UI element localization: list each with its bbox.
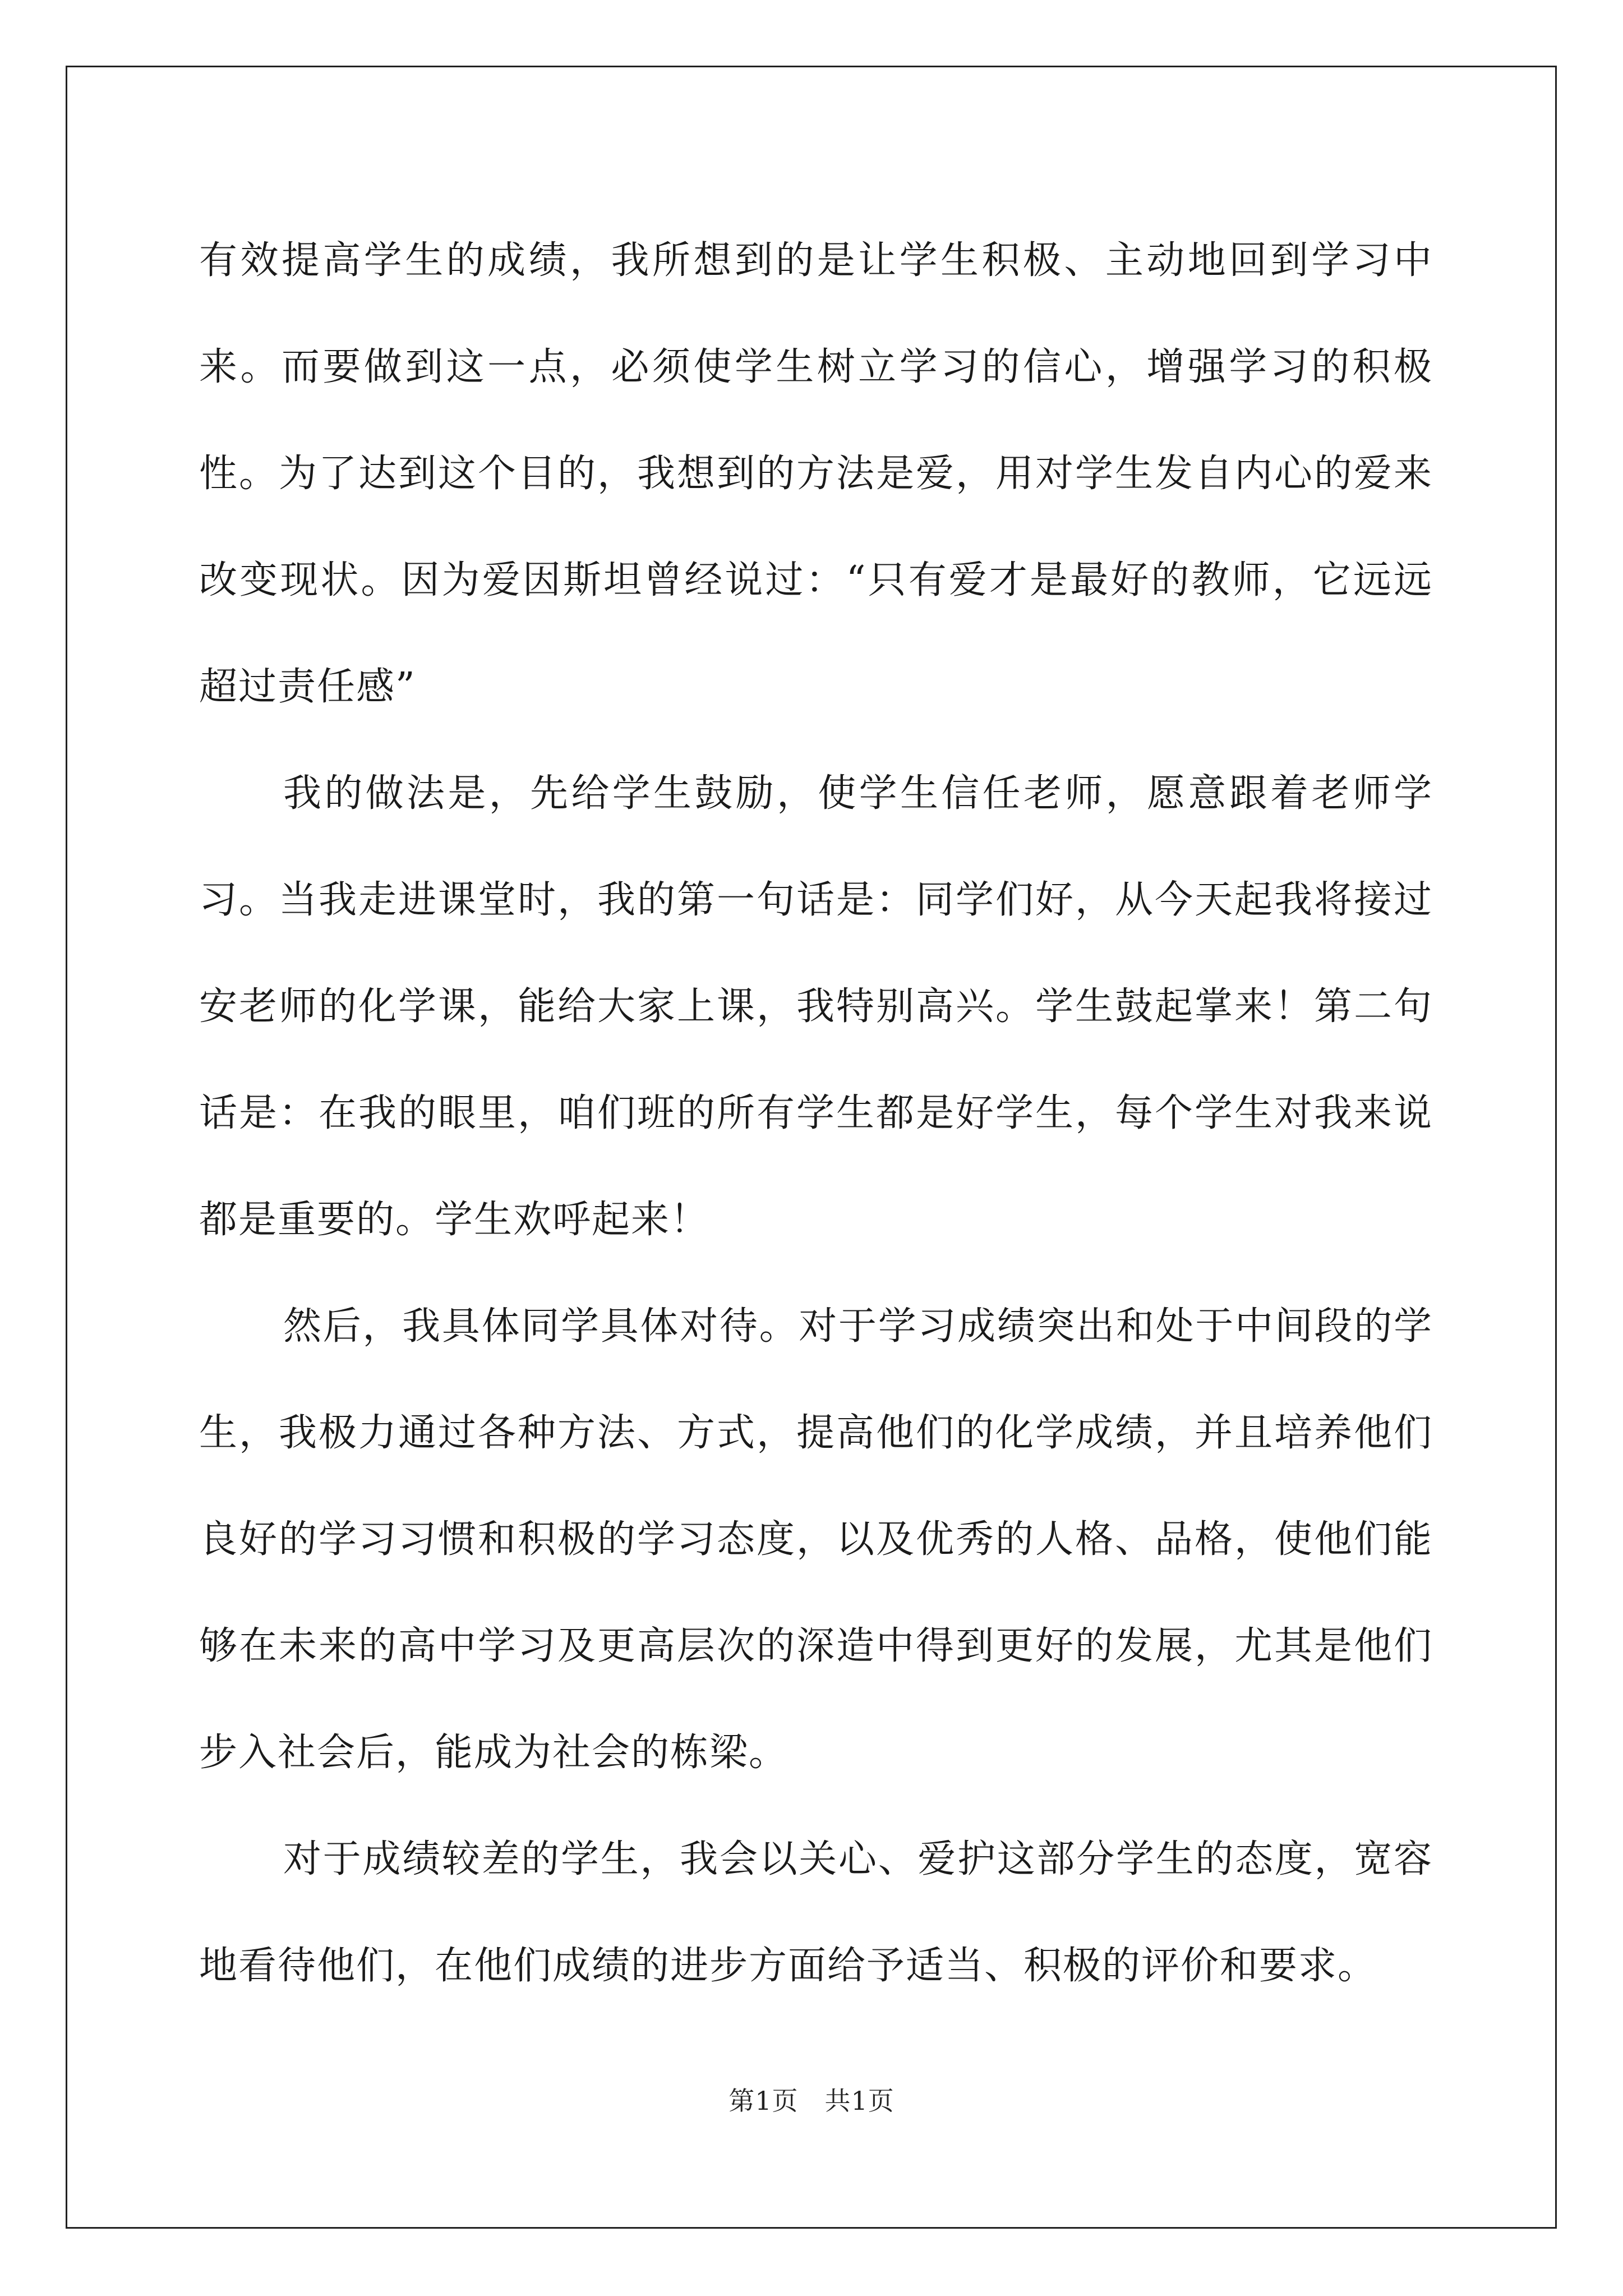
page-number-footer: 第1页 共1页 (728, 2086, 895, 2116)
paragraph-2: 我的做法是，先给学生鼓励，使学生信任老师，愿意跟着老师学习。当我走进课堂时，我的第一句话是：同学们好，从今天起我将接过安老师的化学课，能给大家上课，我特别高兴。学生鼓起掌来！第二句话是：在我的眼里，咱们班的所有学生都是好学生，每个学生对我来说都是重要的。学生欢呼起来！ (199, 771, 1433, 1242)
paragraph-1: 有效提高学生的成绩，我所想到的是让学生积极、主动地回到学习中来。而要做到这一点，必须使学生树立学习的信心，增强学习的积极性。为了达到这个目的，我想到的方法是爱，用对学生发自内心的爱来改变现状。因为爱因斯坦曾经说过：“只有爱才是最好的教师，它远远超过责任感” (199, 238, 1433, 709)
paragraph-3: 然后，我具体同学具体对待。对于学习成绩突出和处于中间段的学生，我极力通过各种方法、方式，提高他们的化学成绩，并且培养他们良好的学习习惯和积极的学习态度，以及优秀的人格、品格，使他们能够在未来的高中学习及更高层次的深造中得到更好的发展，尤其是他们步入社会后，能成为社会的栋梁。 (199, 1304, 1433, 1775)
paragraph-4: 对于成绩较差的学生，我会以关心、爱护这部分学生的态度，宽容地看待他们，在他们成绩的进步方面给予适当、积极的评价和要求。 (199, 1837, 1433, 1988)
document-body (199, 208, 1433, 2019)
